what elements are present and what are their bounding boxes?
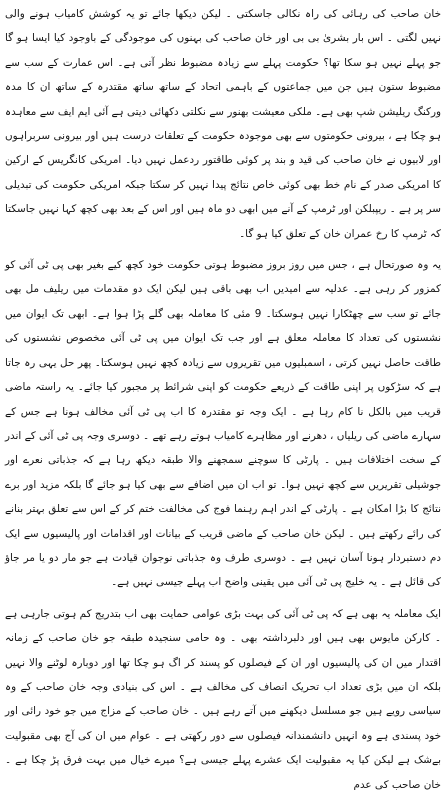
article-paragraph-1: خان صاحب کی رہائی کی راہ نکالی جاسکتی ۔ لیکن دیکھا جائے تو یہ کوشش کامیاب ہونے والی نہیں لگتی ۔ اس بار بشریٰ بی بی اور خان صاحب کی بہنوں کی موجودگی کے باوجود کیا ایسا ہو گا جو پہلے نہیں ہو سکا تھا؟ حکومت پہلے سے زیادہ مضبوط نظر آتی ہے۔ اس عمارت کے سب سے مضبوط ستون ہیں جن میں جماعتوں کے باہمی اتحاد کے ساتھ ساتھ مقتدرہ کے ساتھ ان کا مدہ ورکنگ ریلیشن شپ بھی ہے۔ ملکی معیشت بھنور سے نکلتی دکھائی دیتی ہے آئی ایم ایف سے معاہدہ ہو چکا ہے ، بیرونی حکومتوں سے بھی موجودہ حکومت کے تعلقات درست ہیں اور بیرونی سربراہوں اور لابیوں نے خان صاحب کی قید و بند پر کوئی طاقتور ردعمل نہیں دیا۔ امریکی کانگریس کے ارکین کا امریکی صدر کے نام خط بھی کوئی خاص نتائج پیدا نہیں کر سکتا جبکہ امریکی حکومت کی تبدیلی سر پر ہے ۔ ریپبلکن اور ٹرمپ کے آنے میں ابھی دو ماہ ہیں اور اس کے بعد بھی کچھ کہا نہیں جاسکتا کہ ٹرمپ کا رخ عمران خان کے تعلق کیا ہو گا۔ — [5, 8, 441, 240]
article-paragraph-2: یہ وہ صورتحال ہے ، جس میں روز بروز مضبوط ہوتی حکومت خود کچھ کیے بغیر بھی پی ٹی آئی کو کمزور کر رہی ہے۔ عدلیہ سے امیدیں اب بھی باقی ہیں لیکن ایک دو مقدمات میں ریلیف مل بھی جائے تو سب سے چھٹکارا نہیں ہوسکتا۔ 9 مئی کا معاملہ بھی گلے پڑا ہوا ہے۔ ابھی تک ایوان میں نشستوں کی تعداد کا معاملہ معلق ہے اور جب تک ایوان میں پی ٹی آئی مخصوص نشستوں کی طاقت حاصل نہیں کرتی ، اسمبلیوں میں تقریروں سے زیادہ کچھ نہیں ہوسکتا۔ پھر حل یہی رہ جاتا ہے کہ سڑکوں پر اپنی طاقت کے ذریعے حکومت کو اپنی شرائط پر مجبور کیا جائے۔ یہ راستہ ماضی قریب میں بالکل نا کام رہا ہے ۔ ایک وجہ تو مقتدرہ کا اب پی ٹی آئی مخالف ہونا ہے جس کے سہارے ماضی کی ریلیاں ، دھرنے اور مظاہرے کامیاب ہوتے رہے تھے ۔ دوسری وجہ پی ٹی آئی کے اندر کے سخت اختلافات ہیں ۔ پارٹی کا سوچنے سمجھنے والا طبقہ دیکھ رہا ہے کہ جذباتی نعرے اور جوشیلی تقریریں سے کچھ نہیں ہوا۔ تو اب ان میں اضافے سے بھی کیا ہو جائے گا بلکہ مزید اور برے نتائج کا بڑا امکان ہے ۔ پارٹی کے اندر اہم رہنما فوج کی مخالفت ختم کر کے اس سے تعلق بہتر بنانے کی رائے رکھتے ہیں ۔ لیکن خان صاحب کے ماضی قریب کے بیانات اور اقدامات اور پالیسیوں سے ایک دم دستبردار ہونا آسان نہیں ہے ۔ دوسری طرف وہ جذباتی نوجوان قیادت ہے جو مار دو یا مر جاؤ کی قائل ہے ۔ یہ خلیج پی ٹی آئی میں یقینی واضح اب پہلے جیسی نہیں ہے۔ — [5, 259, 441, 589]
article-paragraph-3: ایک معاملہ یہ بھی ہے کہ پی ٹی آئی کی بہت بڑی عوامی حمایت بھی اب بتدریج کم ہوتی جارہی ہے ۔ کارکن مایوس بھی ہیں اور دلبرداشتہ بھی ۔ وہ حامی سنجیدہ طبقہ جو خان صاحب کے زمانہ اقتدار میں ان کی پالیسیوں اور ان کے فیصلوں کو پسند کر اگ ہو چکا تھا اور دوبارہ لوٹنے والا نہیں بلکہ ان میں بڑی تعداد اب تحریک انصاف کی مخالف ہے ۔ اس کی بنیادی وجہ خان صاحب کے وہ سیاسی رویے ہیں جو مسلسل دیکھنے میں آتے رہے ہیں ۔ خان صاحب کے مزاج میں جو خود رائی اور خود پسندی ہے وہ انہیں دانشمندانہ فیصلوں سے دور رکھتی ہے ۔ عوام میں ان کی آج بھی مقبولیت بےشک ہے لیکن کیا یہ مقبولیت ایک عشرے پہلے جیسی ہے؟ میرے خیال میں بہت فرق پڑ چکا ہے ۔ خان صاحب کی عدم — [5, 607, 441, 790]
